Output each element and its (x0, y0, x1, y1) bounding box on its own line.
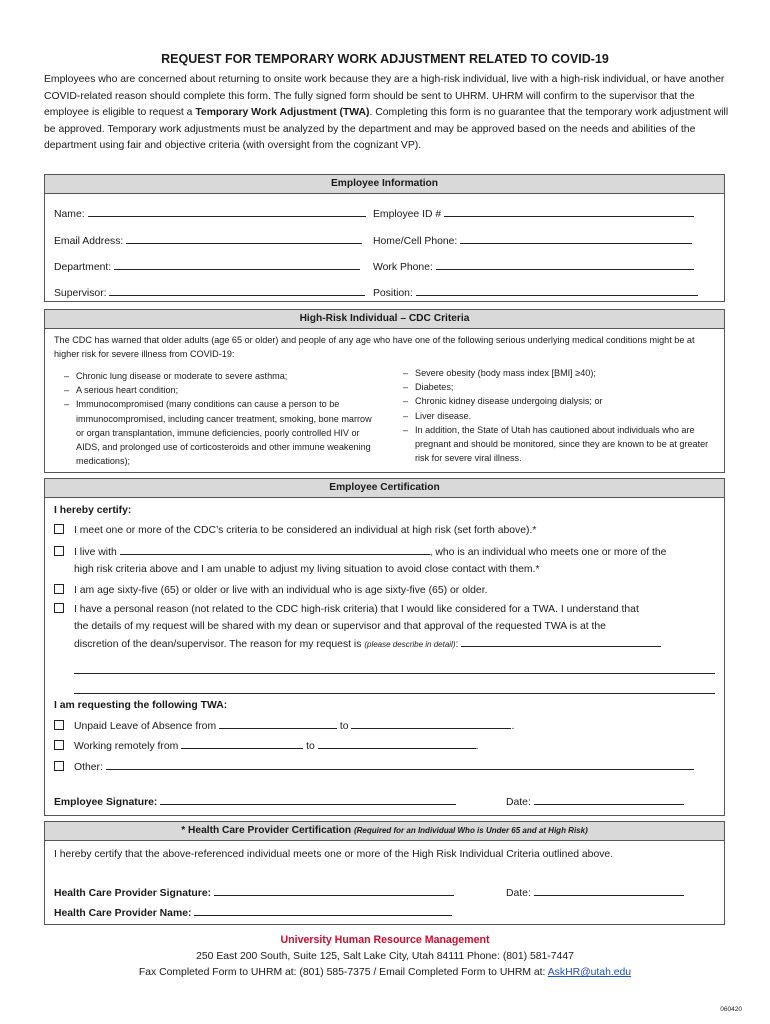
option-text: to (339, 721, 349, 732)
name-label: Name: (54, 209, 85, 220)
checkbox[interactable] (54, 761, 64, 771)
checkbox[interactable] (54, 584, 64, 594)
option-text: to (306, 741, 315, 752)
option-text: Working remotely from (74, 741, 179, 752)
date-field[interactable] (534, 793, 684, 805)
date-label: Date: (506, 888, 531, 899)
intro-paragraph: Employees who are concerned about returning to onsite work because they are a high-risk individual, live with a high-risk individual, or have another COVID-related reason should complete this form. The fully signed form should be sent to UHRM. UHRM will confirm to the supervisor that the employee is eligible to request a Temporary Work Adjustment (TWA). Completing this form is no guarantee that the temporary work adjustment will be approved. Temporary work adjustments must be analyzed by the department and may be approved based on the needs and abilities of the department using fair and objective criteria (with oversight from the cognizant VP). (44, 74, 729, 151)
criteria-option-cdc (54, 522, 536, 539)
option-text: the details of my request will be shared with my dean or supervisor and that approval of the requested TWA is at the (74, 621, 606, 632)
option-text: , who is an individual who meets one or more of the (429, 547, 667, 558)
section-header: * Health Care Provider Certification (Required for an Individual Who is Under 65 and at High Risk) (45, 822, 724, 841)
employee-date (506, 793, 684, 811)
cdc-criteria-section (44, 309, 725, 473)
leave-to-field[interactable] (351, 717, 511, 729)
checkbox[interactable] (54, 524, 64, 534)
form-code: 060420 (720, 1006, 742, 1013)
remote-from-field[interactable] (181, 737, 303, 749)
list-item: – Chronic lung disease or moderate to severe asthma; (58, 369, 380, 383)
option-text: I meet one or more of the CDC’s criteria to be considered an individual at high risk (set forth above).* (74, 525, 537, 536)
hcp-date (506, 884, 684, 902)
org-name: University Human Resource Management (280, 934, 490, 946)
employee-signature (54, 793, 456, 811)
option-text: Unpaid Leave of Absence from (74, 721, 217, 732)
checkbox[interactable] (54, 740, 64, 750)
signature-field[interactable] (214, 884, 454, 896)
date-field[interactable] (534, 884, 684, 896)
name-label: Health Care Provider Name: (54, 908, 192, 919)
home-phone-label: Home/Cell Phone: (373, 236, 458, 247)
checkbox[interactable] (54, 603, 64, 613)
twa-option-remote: Working remotely from to . (54, 737, 479, 755)
twa-option-other (54, 758, 694, 776)
reason-line-2[interactable] (74, 662, 715, 674)
hcp-certification-section (44, 821, 725, 925)
requesting-heading: I am requesting the following TWA: (54, 700, 228, 711)
live-with-field[interactable] (120, 543, 430, 555)
home-phone-field[interactable] (460, 232, 692, 244)
footer-address: 250 East 200 South, Suite 125, Salt Lake City, Utah 84111 Phone: (801) 581-7447 (196, 951, 574, 962)
cdc-list-right (397, 366, 722, 465)
list-item: – Severe obesity (body mass index [BMI] ≥40); (397, 366, 722, 380)
reason-line-3[interactable] (74, 682, 715, 694)
remote-to-field[interactable] (318, 737, 476, 749)
signature-field[interactable] (160, 793, 456, 805)
position-label: Position: (373, 288, 413, 299)
criteria-option-live-with (54, 543, 714, 578)
signature-label: Health Care Provider Signature: (54, 888, 212, 899)
option-text: I have a personal reason (not related to the CDC high-risk criteria) that I would like considered for a TWA. I understand that (74, 604, 639, 615)
list-item: – Diabetes; (397, 380, 722, 394)
reason-field[interactable] (461, 635, 661, 647)
list-item: – Immunocompromised (many conditions can cause a person to be immunocompromised, including cancer treatment, smoking, bone marrow or organ transplantation, immune deficiencies, poorly controlled HIV or AIDS, and prolonged use of corticosteroids and other immune weakening medications); (58, 397, 380, 468)
cdc-list-left (58, 369, 380, 468)
other-field[interactable] (106, 758, 694, 770)
email-link[interactable]: AskHR@utah.edu (547, 967, 632, 978)
hint-text: (please describe in detail) (364, 640, 456, 649)
name-field[interactable] (194, 904, 452, 916)
section-header: Employee Information (45, 175, 724, 194)
checkbox[interactable] (54, 546, 64, 556)
hcp-signature (54, 884, 454, 902)
work-phone-field[interactable] (436, 258, 694, 270)
work-phone-label: Work Phone: (373, 262, 433, 273)
section-header: Employee Certification (45, 479, 724, 498)
supervisor-label: Supervisor: (54, 288, 107, 299)
signature-label: Employee Signature: (54, 797, 158, 808)
list-item: – In addition, the State of Utah has cautioned about individuals who are pregnant and should be monitored, since they are known to be at greater risk for severe viral illness. (397, 423, 722, 466)
email-field[interactable] (126, 232, 362, 244)
footer-fax-email: Fax Completed Form to UHRM at: (801) 585-7375 / Email Completed Form to UHRM at: AskHR@utah.edu (138, 967, 632, 978)
option-text: I live with (74, 547, 117, 558)
option-text: Other: (74, 762, 103, 773)
department-label: Department: (54, 262, 112, 273)
checkbox[interactable] (54, 720, 64, 730)
list-item: – Chronic kidney disease undergoing dialysis; or (397, 394, 722, 408)
hcp-statement: I hereby certify that the above-referenced individual meets one or more of the High Risk Individual Criteria outlined above. (54, 849, 614, 860)
email-label: Email Address: (54, 236, 124, 247)
date-label: Date: (506, 797, 531, 808)
employee-certification-section (44, 478, 725, 816)
leave-from-field[interactable] (219, 717, 337, 729)
department-field[interactable] (114, 258, 360, 270)
employee-id-label: Employee ID # (373, 209, 442, 220)
cdc-intro: The CDC has warned that older adults (age 65 or older) and people of any age who have one of the following serious underlying medical conditions might be at higher risk for severe illness from COVID-19: (54, 335, 695, 360)
form-title: REQUEST FOR TEMPORARY WORK ADJUSTMENT RELATED TO COVID-19 (161, 52, 609, 66)
criteria-option-personal: I have a personal reason (not related to the CDC high-risk criteria) that I would like considered for a TWA. I understand that the details of my request will be shared with my dean or supervisor and that approval of the requested TWA is at the discretion of the dean/supervisor. The reason for my request is (please describe in detail): (54, 601, 719, 653)
list-item: – Liver disease. (397, 409, 722, 423)
option-text: high risk criteria above and I am unable to adjust my living situation to avoid close contact with them.* (74, 564, 540, 575)
employee-id-field[interactable] (444, 205, 694, 217)
supervisor-field[interactable] (109, 284, 365, 296)
hcp-name (54, 904, 452, 922)
employee-info-section (44, 174, 725, 302)
option-text: I am age sixty-five (65) or older or live with an individual who is age sixty-five (65) or older. (74, 585, 488, 596)
name-field[interactable] (88, 205, 366, 217)
criteria-option-age (54, 582, 488, 599)
option-text: discretion of the dean/supervisor. The reason for my request is (74, 639, 362, 650)
list-item: – A serious heart condition; (58, 383, 380, 397)
twa-option-leave: Unpaid Leave of Absence from to . (54, 717, 514, 735)
position-field[interactable] (416, 284, 698, 296)
section-header: High-Risk Individual – CDC Criteria (45, 310, 724, 329)
certify-heading: I hereby certify: (54, 505, 132, 516)
